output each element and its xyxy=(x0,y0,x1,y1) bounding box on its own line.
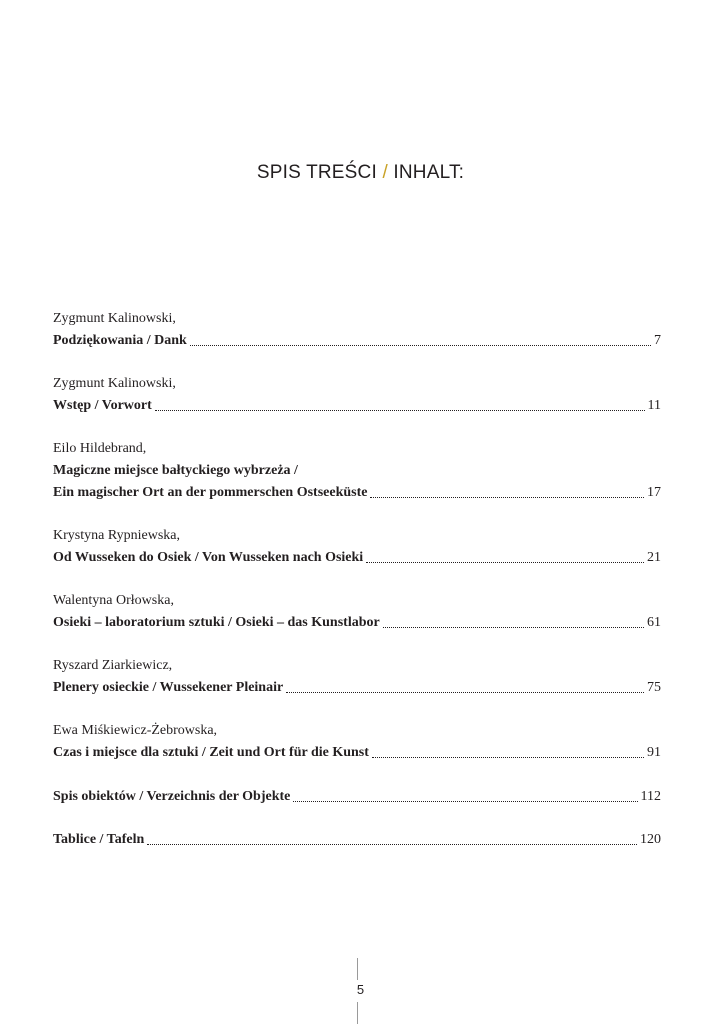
toc-title: Plenery osieckie / Wussekener Pleinair xyxy=(53,680,284,695)
toc-author: Ewa Miśkiewicz-Żebrowska, xyxy=(53,723,218,738)
toc-page-number: 120 xyxy=(640,832,661,847)
toc-title: Podziękowania / Dank xyxy=(53,333,187,348)
dot-leader xyxy=(155,410,645,411)
toc-page-number: 112 xyxy=(640,789,661,804)
page-number: 5 xyxy=(356,982,365,997)
toc-entry[interactable] xyxy=(53,613,661,633)
toc-page-number: 75 xyxy=(647,680,661,695)
toc-entry[interactable] xyxy=(53,483,661,503)
toc-page-number: 7 xyxy=(654,333,661,348)
toc-author: Walentyna Orłowska, xyxy=(53,593,174,608)
dot-leader xyxy=(293,801,637,802)
toc-page-number: 11 xyxy=(647,398,661,413)
toc-entry[interactable] xyxy=(53,548,661,568)
toc-entry[interactable] xyxy=(53,743,661,763)
dot-leader xyxy=(383,627,644,628)
toc-entry[interactable] xyxy=(53,830,661,850)
dot-leader xyxy=(190,345,651,346)
title-polish: SPIS TREŚCI xyxy=(256,162,377,183)
toc-title: Spis obiektów / Verzeichnis der Objekte xyxy=(53,789,291,804)
toc-entry[interactable] xyxy=(53,678,661,698)
toc-entry[interactable] xyxy=(53,787,661,807)
footer-divider-top xyxy=(357,958,358,980)
toc-title: Osieki – laboratorium sztuki / Osieki – das Kunstlabor xyxy=(53,615,380,630)
toc-page-number: 17 xyxy=(647,485,661,500)
toc-title: Tablice / Tafeln xyxy=(53,832,145,847)
toc-title-first-line[interactable] xyxy=(53,461,661,481)
title-separator: / xyxy=(382,162,388,183)
toc-page-number: 61 xyxy=(647,615,661,630)
toc-author: Eilo Hildebrand, xyxy=(53,441,147,456)
dot-leader xyxy=(370,497,644,498)
dot-leader xyxy=(366,562,644,563)
toc-title: Czas i miejsce dla sztuki / Zeit und Ort für die Kunst xyxy=(53,745,369,760)
dot-leader xyxy=(372,757,644,758)
toc-entry[interactable] xyxy=(53,396,661,416)
toc-title: Od Wusseken do Osiek / Von Wusseken nach Osieki xyxy=(53,550,364,565)
toc-author: Zygmunt Kalinowski, xyxy=(53,376,176,391)
toc-author: Krystyna Rypniewska, xyxy=(53,528,180,543)
toc-title: Ein magischer Ort an der pommerschen Ostseeküste xyxy=(53,485,368,500)
dot-leader xyxy=(286,692,644,693)
toc-entry[interactable] xyxy=(53,331,661,351)
toc-author: Ryszard Ziarkiewicz, xyxy=(53,658,173,673)
page-title xyxy=(0,162,721,184)
page-footer xyxy=(0,958,721,1024)
toc-author: Zygmunt Kalinowski, xyxy=(53,311,176,326)
dot-leader xyxy=(147,844,637,845)
title-german: INHALT: xyxy=(393,162,465,183)
toc-page-number: 91 xyxy=(647,745,661,760)
toc-page-number: 21 xyxy=(647,550,661,565)
toc-title: Magiczne miejsce bałtyckiego wybrzeża / xyxy=(53,463,298,478)
toc-title: Wstęp / Vorwort xyxy=(53,398,152,413)
footer-divider-bottom xyxy=(357,1002,358,1024)
